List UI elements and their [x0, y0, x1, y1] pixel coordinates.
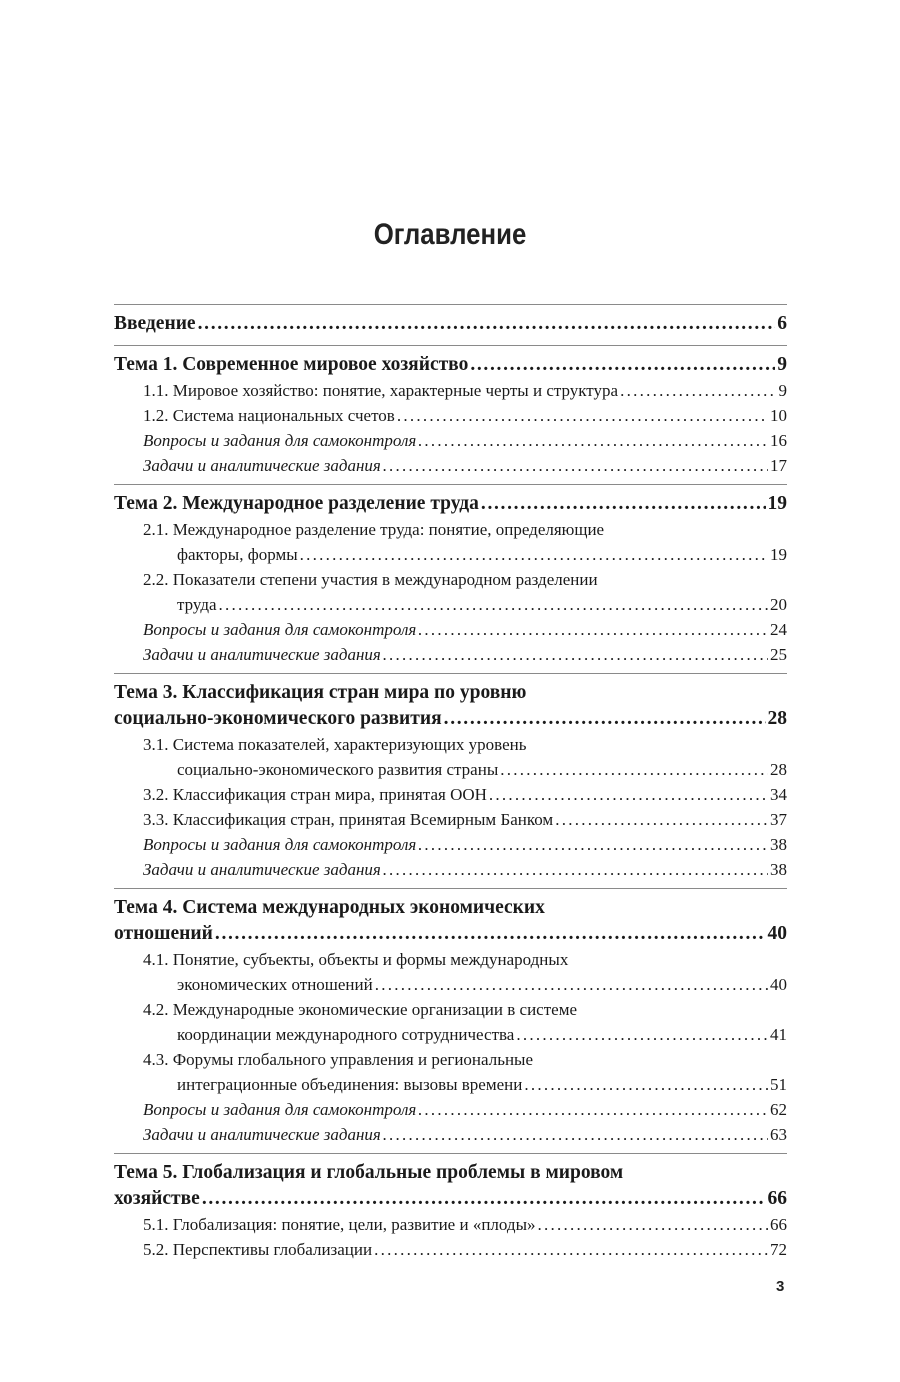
toc-section-label: Задачи и аналитические задания: [143, 645, 381, 664]
toc-section-label: Вопросы и задания для самоконтроля: [143, 620, 417, 639]
toc-entry-page: 63: [770, 1125, 787, 1144]
toc-section-label: 3.3. Классификация стран, принятая Всемирным Банком: [143, 810, 554, 829]
toc-section-label-line1: 3.1. Система показателей, характеризующих уровень: [143, 735, 527, 754]
dot-leader: [620, 378, 776, 403]
toc-section-4-3[interactable]: [114, 1047, 787, 1097]
toc-section-label: 3.2. Классификация стран мира, принятая ООН: [143, 785, 487, 804]
dot-leader: [300, 542, 768, 567]
toc-topic-title-line2: социально-экономического развития: [114, 708, 442, 729]
dot-leader: [383, 642, 768, 667]
toc-section-label: 1.1. Мировое хозяйство: понятие, характерные черты и структура: [143, 381, 619, 400]
dot-leader: [470, 352, 775, 378]
toc-section-3-2[interactable]: [114, 782, 787, 807]
toc-entry-page: 19: [767, 493, 787, 514]
dot-leader: [489, 782, 768, 807]
toc-group-topic-1: [114, 345, 787, 478]
dot-leader: [375, 972, 768, 997]
toc-section-label-line2: факторы, формы: [177, 545, 298, 564]
toc-topic-5[interactable]: [114, 1160, 787, 1212]
toc-questions-3[interactable]: [114, 832, 787, 857]
dot-leader: [383, 857, 768, 882]
dot-leader: [481, 491, 766, 517]
dot-leader: [198, 311, 776, 337]
dot-leader: [383, 1122, 768, 1147]
toc-section-4-2[interactable]: [114, 997, 787, 1047]
toc-section-label-line1: 2.2. Показатели степени участия в международном разделении: [143, 570, 598, 589]
toc-section-label-line1: 4.1. Понятие, субъекты, объекты и формы международных: [143, 950, 569, 969]
toc-topic-title: Тема 2. Международное разделение труда: [114, 493, 479, 514]
dot-leader: [418, 1097, 768, 1122]
toc-section-label-line1: 4.3. Форумы глобального управления и региональные: [143, 1050, 534, 1069]
toc-entry-page: 24: [770, 620, 787, 639]
toc-entry-page: 62: [770, 1100, 787, 1119]
toc-entry-page: 25: [770, 645, 787, 664]
toc-entry-page: 40: [770, 975, 787, 994]
toc-entry-page: 20: [770, 595, 787, 614]
toc-group-topic-5: [114, 1153, 787, 1262]
toc-entry-page: 6: [777, 313, 787, 334]
toc-section-label: 5.1. Глобализация: понятие, цели, развитие и «плоды»: [143, 1215, 536, 1234]
toc-entry-page: 51: [770, 1075, 787, 1094]
toc-section-label: Вопросы и задания для самоконтроля: [143, 1100, 417, 1119]
dot-leader: [418, 617, 768, 642]
toc-topic-title: Тема 1. Современное мировое хозяйство: [114, 354, 469, 375]
toc-entry-page: 16: [770, 431, 787, 450]
toc-section-label: Задачи и аналитические задания: [143, 860, 381, 879]
toc-questions-1[interactable]: [114, 428, 787, 453]
toc-group-intro: [114, 304, 787, 337]
toc-section-label: Вопросы и задания для самоконтроля: [143, 431, 417, 450]
toc-entry-page: 66: [770, 1215, 787, 1234]
toc-section-3-1[interactable]: [114, 732, 787, 782]
toc-entry-page: 10: [770, 406, 787, 425]
dot-leader: [418, 428, 768, 453]
toc-topic-title-line1: Тема 5. Глобализация и глобальные проблемы в мировом: [114, 1162, 624, 1183]
toc-entry-page: 37: [770, 810, 787, 829]
toc-section-label: 1.2. Система национальных счетов: [143, 406, 395, 425]
toc-tasks-3[interactable]: [114, 857, 787, 882]
toc-section-label-line2: экономических отношений: [177, 975, 373, 994]
toc-section-1-2[interactable]: [114, 403, 787, 428]
toc-topic-1[interactable]: [114, 352, 787, 378]
toc-entry-page: 17: [770, 456, 787, 475]
toc-entry-page: 41: [770, 1025, 787, 1044]
toc-entry-page: 34: [770, 785, 787, 804]
page-title: Оглавление: [373, 218, 527, 251]
toc-entry-label: Введение: [114, 313, 196, 334]
toc-section-label: 5.2. Перспективы глобализации: [143, 1240, 373, 1259]
toc-tasks-2[interactable]: [114, 642, 787, 667]
toc-section-4-1[interactable]: [114, 947, 787, 997]
toc-entry-page: 66: [767, 1188, 787, 1209]
toc-section-2-1[interactable]: [114, 517, 787, 567]
dot-leader: [516, 1022, 768, 1047]
toc-section-label-line2: координации международного сотрудничества: [177, 1025, 515, 1044]
dot-leader: [383, 453, 768, 478]
dot-leader: [397, 403, 768, 428]
toc-section-5-2[interactable]: [114, 1237, 787, 1262]
toc-tasks-4[interactable]: [114, 1122, 787, 1147]
toc-section-label: Вопросы и задания для самоконтроля: [143, 835, 417, 854]
toc-topic-title-line2: хозяйстве: [114, 1188, 200, 1209]
dot-leader: [444, 706, 766, 732]
dot-leader: [500, 757, 768, 782]
toc-entry-intro[interactable]: [114, 311, 787, 337]
page-number: 3: [776, 1278, 785, 1295]
dot-leader: [538, 1212, 769, 1237]
toc-entry-page: 40: [767, 923, 787, 944]
dot-leader: [215, 921, 766, 947]
toc-section-1-1[interactable]: [114, 378, 787, 403]
toc-topic-title-line2: отношений: [114, 923, 213, 944]
toc-topic-2[interactable]: [114, 491, 787, 517]
toc-topic-3[interactable]: [114, 680, 787, 732]
toc-section-label-line2: труда: [177, 595, 217, 614]
toc-section-3-3[interactable]: [114, 807, 787, 832]
toc-group-topic-3: [114, 673, 787, 882]
toc-entry-page: 19: [770, 545, 787, 564]
toc-topic-title-line1: Тема 4. Система международных экономических: [114, 897, 545, 918]
dot-leader: [202, 1186, 766, 1212]
toc-section-label-line1: 4.2. Международные экономические организации в системе: [143, 1000, 577, 1019]
dot-leader: [418, 832, 768, 857]
toc-section-label: Задачи и аналитические задания: [143, 456, 381, 475]
toc-section-label: Задачи и аналитические задания: [143, 1125, 381, 1144]
toc-tasks-1[interactable]: [114, 453, 787, 478]
toc-topic-4[interactable]: [114, 895, 787, 947]
toc-entry-page: 9: [777, 354, 787, 375]
toc-entry-page: 38: [770, 835, 787, 854]
toc-group-topic-2: [114, 484, 787, 667]
dot-leader: [374, 1237, 768, 1262]
dot-leader: [524, 1072, 768, 1097]
toc-questions-4[interactable]: [114, 1097, 787, 1122]
toc-section-label-line1: 2.1. Международное разделение труда: понятие, определяющие: [143, 520, 605, 539]
toc-section-5-1[interactable]: [114, 1212, 787, 1237]
dot-leader: [555, 807, 768, 832]
toc-entry-page: 28: [767, 708, 787, 729]
toc-group-topic-4: [114, 888, 787, 1147]
toc-section-label-line2: социально-экономического развития страны: [177, 760, 499, 779]
toc-section-2-2[interactable]: [114, 567, 787, 617]
toc-entry-page: 28: [770, 760, 787, 779]
dot-leader: [219, 592, 768, 617]
toc-topic-title-line1: Тема 3. Классификация стран мира по уровню: [114, 682, 527, 703]
toc-entry-page: 9: [778, 381, 787, 400]
toc-section-label-line2: интеграционные объединения: вызовы времени: [177, 1075, 523, 1094]
toc-entry-page: 72: [770, 1240, 787, 1259]
toc-questions-2[interactable]: [114, 617, 787, 642]
toc-entry-page: 38: [770, 860, 787, 879]
table-of-contents: [114, 304, 787, 1268]
